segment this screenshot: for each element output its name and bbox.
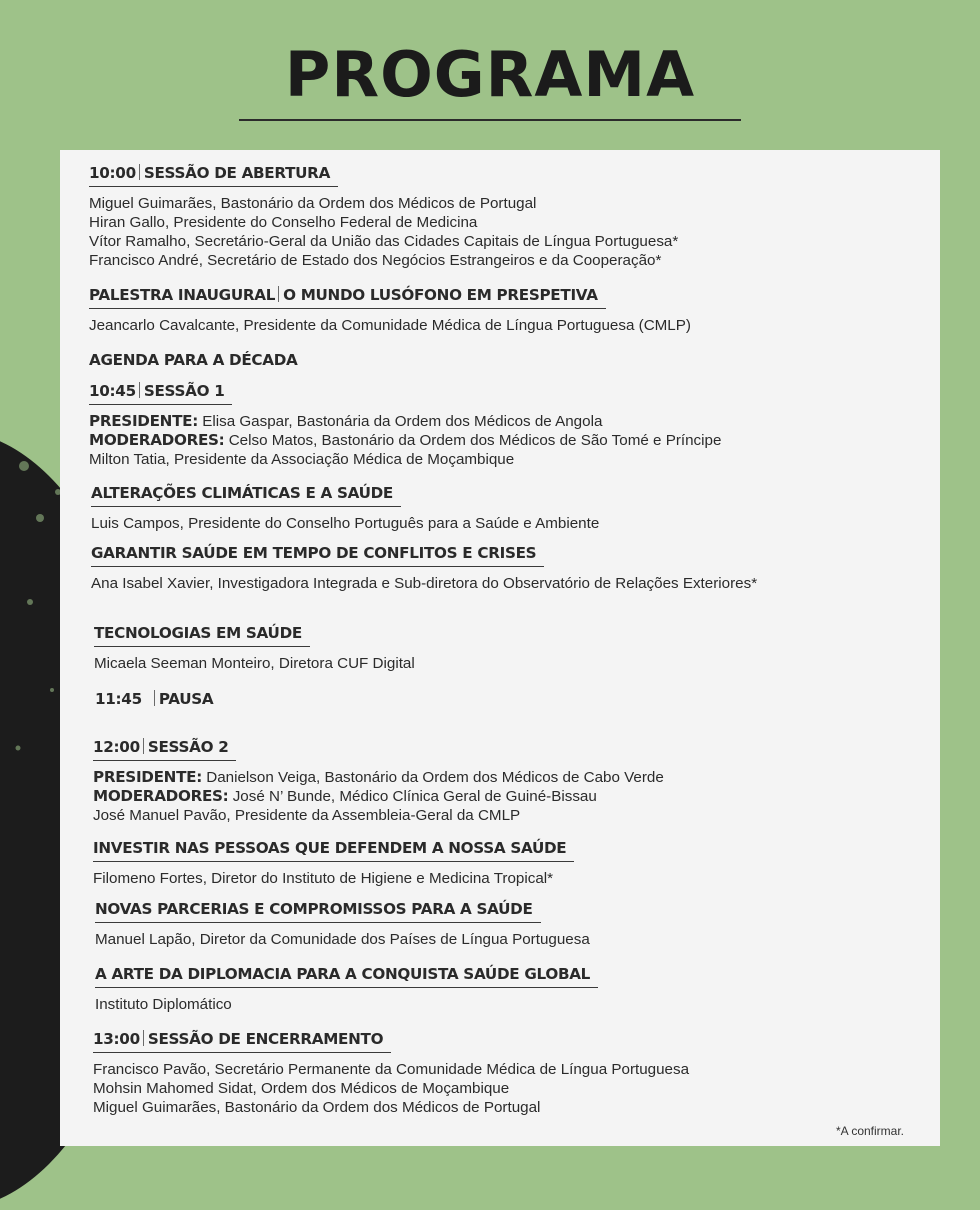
- speaker-list: [89, 412, 940, 469]
- moderators-line: [93, 787, 940, 806]
- speaker-line: Miguel Guimarães, Bastonário da Ordem dos Médicos de Portugal: [89, 195, 537, 212]
- president-name: Danielson Veiga, Bastonário da Ordem dos Médicos de Cabo Verde: [206, 769, 664, 786]
- speaker-line: Mohsin Mahomed Sidat, Ordem dos Médicos de Moçambique: [93, 1080, 510, 1097]
- session-time: 10:45: [89, 382, 136, 400]
- session-heading: [89, 382, 232, 405]
- speaker-line: Luis Campos, Presidente do Conselho Português para a Saúde e Ambiente: [91, 515, 600, 532]
- speaker-line: Manuel Lapão, Diretor da Comunidade dos Países de Língua Portuguesa: [95, 931, 590, 948]
- break-heading: [95, 690, 221, 709]
- session-keynote: [89, 286, 940, 335]
- session-heading: [89, 164, 338, 187]
- speaker-list: [93, 1060, 940, 1117]
- session-time: 10:00: [89, 164, 136, 182]
- topic-people: [93, 839, 940, 888]
- speaker-line: Ana Isabel Xavier, Investigadora Integrada e Sub-diretora do Observatório de Relações Exteriores*: [91, 575, 758, 592]
- section-title: AGENDA PARA A DÉCADA: [89, 351, 298, 369]
- session-time: 13:00: [93, 1030, 140, 1048]
- heading-divider: [278, 286, 279, 302]
- session-title: SESSÃO 2: [147, 738, 229, 756]
- page-title: PROGRAMA: [284, 38, 696, 111]
- moderators-label: MODERADORES:: [89, 431, 225, 449]
- heading-divider: [143, 738, 144, 754]
- session-1: [89, 382, 940, 469]
- session-title: O MUNDO LUSÓFONO EM PRESPETIVA: [283, 286, 598, 304]
- heading-divider: [139, 164, 140, 180]
- topic-technology: [94, 624, 940, 673]
- speaker-list: [93, 869, 940, 888]
- session-closing: [93, 1030, 940, 1117]
- speaker-line: Jeancarlo Cavalcante, Presidente da Comunidade Médica de Língua Portuguesa (CMLP): [89, 317, 691, 334]
- president-label: PRESIDENTE:: [89, 412, 198, 430]
- speaker-list: [93, 768, 940, 825]
- session-title: SESSÃO 1: [143, 382, 225, 400]
- topic-diplomacy: [95, 965, 940, 1014]
- session-2: [93, 738, 940, 825]
- topic-title: TECNOLOGIAS EM SAÚDE: [94, 624, 310, 647]
- break-title: PAUSA: [158, 690, 214, 708]
- speaker-list: [95, 995, 940, 1014]
- session-heading: [89, 286, 606, 309]
- speaker-list: [91, 574, 911, 593]
- session-heading: [93, 738, 236, 761]
- speaker-line: Francisco Pavão, Secretário Permanente da Comunidade Médica de Língua Portuguesa: [93, 1061, 690, 1078]
- session-label: PALESTRA INAUGURAL: [89, 286, 276, 304]
- program-panel: [60, 150, 940, 1146]
- speaker-line: Francisco André, Secretário de Estado dos Negócios Estrangeiros e da Cooperação*: [89, 252, 662, 269]
- speaker-line: Instituto Diplomático: [95, 996, 232, 1013]
- speaker-list: [89, 316, 940, 335]
- topic-title: GARANTIR SAÚDE EM TEMPO DE CONFLITOS E CRISES: [91, 544, 544, 567]
- break-time: 11:45: [95, 690, 142, 708]
- moderator-name: José N’ Bunde, Médico Clínica Geral de Guiné-Bissau: [232, 788, 597, 805]
- president-line: [93, 768, 940, 787]
- session-title: SESSÃO DE ENCERRAMENTO: [147, 1030, 384, 1048]
- speaker-line: Miguel Guimarães, Bastonário da Ordem dos Médicos de Portugal: [93, 1099, 541, 1116]
- session-title: SESSÃO DE ABERTURA: [143, 164, 331, 182]
- session-time: 12:00: [93, 738, 140, 756]
- agenda-heading: [89, 351, 940, 370]
- president-line: [89, 412, 940, 431]
- footnote: *A confirmar.: [835, 1124, 904, 1138]
- topic-title: INVESTIR NAS PESSOAS QUE DEFENDEM A NOSSA SAÚDE: [93, 839, 574, 862]
- moderator-name: Celso Matos, Bastonário da Ordem dos Médicos de São Tomé e Príncipe: [228, 432, 722, 449]
- topic-title: NOVAS PARCERIAS E COMPROMISSOS PARA A SAÚDE: [95, 900, 541, 923]
- president-name: Elisa Gaspar, Bastonária da Ordem dos Médicos de Angola: [202, 413, 603, 430]
- title-underline: [239, 119, 741, 121]
- moderators-line: [89, 431, 940, 450]
- heading-divider: [154, 690, 155, 706]
- speaker-list: [95, 930, 940, 949]
- topic-climate: [91, 484, 940, 533]
- speaker-line: Micaela Seeman Monteiro, Diretora CUF Digital: [94, 655, 415, 672]
- topic-conflicts: [91, 544, 911, 593]
- speaker-list: [89, 194, 940, 270]
- topic-partnerships: [95, 900, 940, 949]
- speaker-list: [91, 514, 940, 533]
- heading-divider: [143, 1030, 144, 1046]
- moderators-label: MODERADORES:: [93, 787, 229, 805]
- moderator-line: Milton Tatia, Presidente da Associação Médica de Moçambique: [89, 451, 515, 468]
- heading-divider: [139, 382, 140, 398]
- speaker-line: Vítor Ramalho, Secretário-Geral da União das Cidades Capitais de Língua Portuguesa*: [89, 233, 679, 250]
- speaker-line: Hiran Gallo, Presidente do Conselho Federal de Medicina: [89, 214, 478, 231]
- topic-title: ALTERAÇÕES CLIMÁTICAS E A SAÚDE: [91, 484, 401, 507]
- topic-title: A ARTE DA DIPLOMACIA PARA A CONQUISTA SAÚDE GLOBAL: [95, 965, 598, 988]
- speaker-list: [94, 654, 940, 673]
- session-heading: [93, 1030, 391, 1053]
- break: [95, 690, 940, 709]
- session-opening: [89, 164, 940, 270]
- president-label: PRESIDENTE:: [93, 768, 202, 786]
- moderator-line: José Manuel Pavão, Presidente da Assembleia-Geral da CMLP: [93, 807, 521, 824]
- speaker-line: Filomeno Fortes, Diretor do Instituto de Higiene e Medicina Tropical*: [93, 870, 554, 887]
